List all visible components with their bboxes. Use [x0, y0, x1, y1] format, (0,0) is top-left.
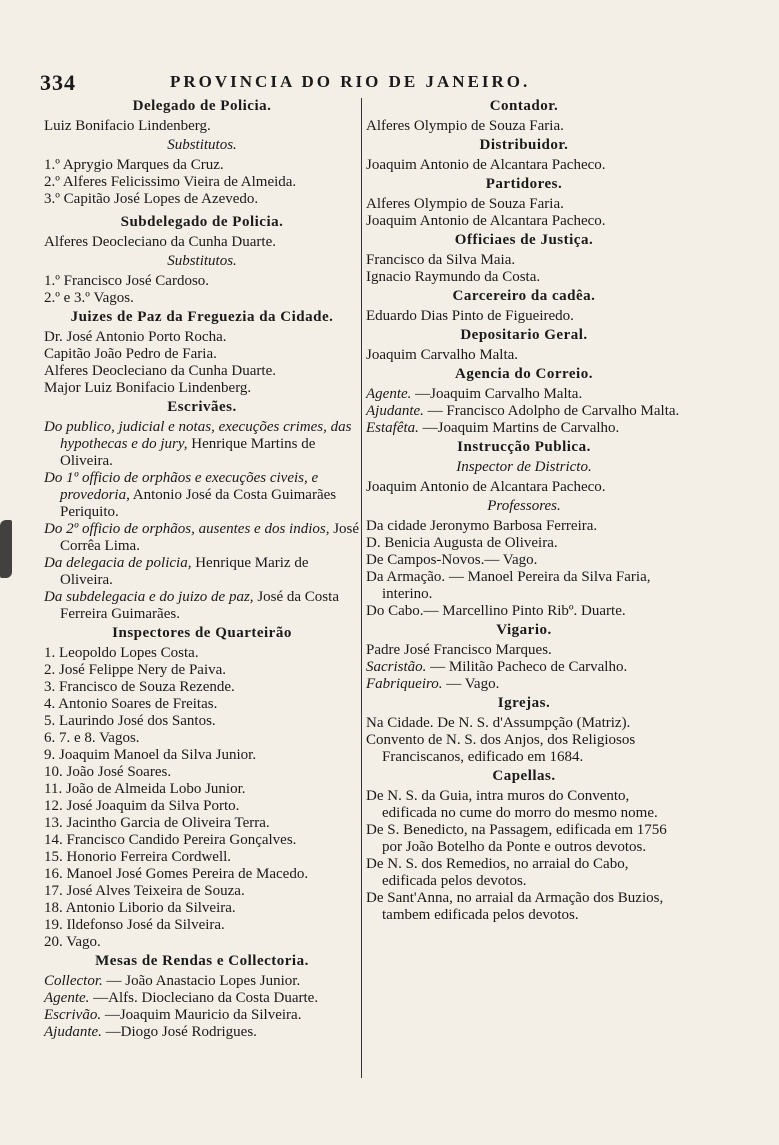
escrivao-role: Da delegacia de policia,: [44, 555, 192, 571]
section-heading: Delegado de Policia.: [132, 98, 272, 114]
mesa-role: Ajudante.: [44, 1024, 102, 1040]
escrivao-entry: [44, 555, 360, 589]
mesa-name: —Joaquim Mauricio da Silveira.: [104, 1007, 302, 1023]
juiz-name: Major Luiz Bonifacio Lindenberg.: [44, 380, 252, 396]
mesa-name: —Diogo José Rodrigues.: [105, 1024, 257, 1040]
mesa-entry: [44, 973, 360, 990]
section-heading: Instrucção Publica.: [457, 439, 591, 455]
professor-item: Da Armação. — Manoel Pereira da Silva Faria, interino.: [366, 569, 651, 602]
vigario-role: Fabriqueiro.: [366, 676, 443, 692]
inspector-item: 18. Antonio Liborio da Silveira.: [44, 900, 236, 916]
inspector-item: 15. Honorio Ferreira Cordwell.: [44, 849, 232, 865]
correio-role: Agente.: [366, 386, 412, 402]
section-heading: Vigario.: [496, 622, 552, 638]
igreja-item: Convento de N. S. dos Anjos, dos Religiosos Franciscanos, edificado em 1684.: [366, 732, 636, 765]
inspector-item: 1. Leopoldo Lopes Costa.: [44, 645, 199, 661]
escrivao-name: Antonio José da Costa Guimarães Periquito.: [60, 487, 337, 520]
professor-item: Da cidade Jeronymo Barbosa Ferreira.: [366, 518, 598, 534]
substitute: 2.º e 3.º Vagos.: [44, 290, 134, 306]
correio-entry: [366, 386, 682, 403]
mesa-name: — João Anastacio Lopes Junior.: [106, 973, 301, 989]
correio-role: Ajudante.: [366, 403, 424, 419]
inspector-item: 12. José Joaquim da Silva Porto.: [44, 798, 240, 814]
igreja-item: Na Cidade. De N. S. d'Assumpção (Matriz).: [366, 715, 631, 731]
section-heading: Capellas.: [492, 768, 556, 784]
vigario-person: — Militão Pacheco de Carvalho.: [430, 659, 628, 675]
juiz-name: Dr. José Antonio Porto Rocha.: [44, 329, 227, 345]
inspector-item: 3. Francisco de Souza Rezende.: [44, 679, 235, 695]
professor-item: Do Cabo.— Marcellino Pinto Ribº. Duarte.: [366, 603, 626, 619]
correio-name: —Joaquim Carvalho Malta.: [415, 386, 583, 402]
inspector-item: 9. Joaquim Manoel da Silva Junior.: [44, 747, 257, 763]
substitute: 2.º Alferes Felicissimo Vieira de Almeida.: [44, 174, 297, 190]
depositario-name: Joaquim Carvalho Malta.: [366, 347, 519, 363]
capella-item: De N. S. dos Remedios, no arraial do Cabo, edificada pelos devotos.: [366, 856, 629, 889]
column-divider: [361, 98, 362, 1078]
inspector-name: Joaquim Antonio de Alcantara Pacheco.: [366, 479, 606, 495]
capella-item: De S. Benedicto, na Passagem, edificada em 1756 por João Botelho da Ponte e outros devotos.: [366, 822, 667, 855]
escrivao-name: José da Costa Ferreira Guimarães.: [60, 589, 339, 622]
correio-name: — Francisco Adolpho de Carvalho Malta.: [427, 403, 680, 419]
capella-item: De N. S. da Guia, intra muros do Convento, edificada no cume do morro do mesmo nome.: [366, 788, 658, 821]
page-title: PROVINCIA DO RIO DE JANEIRO.: [170, 72, 531, 91]
section-heading: Mesas de Rendas e Collectoria.: [95, 953, 309, 969]
vigario-entry: [366, 676, 682, 693]
correio-name: —Joaquim Martins de Carvalho.: [422, 420, 620, 436]
mesa-role: Agente.: [44, 990, 90, 1006]
mesa-entry: [44, 990, 360, 1007]
subsection-heading: Substitutos.: [167, 253, 237, 269]
inspector-item: 10. João José Soares.: [44, 764, 172, 780]
carcereiro-name: Eduardo Dias Pinto de Figueiredo.: [366, 308, 574, 324]
inspector-item: 2. José Felippe Nery de Paiva.: [44, 662, 227, 678]
vigario-name: Padre José Francisco Marques.: [366, 642, 552, 658]
juiz-name: Capitão João Pedro de Faria.: [44, 346, 217, 362]
inspector-item: 14. Francisco Candido Pereira Gonçalves.: [44, 832, 297, 848]
inspector-item: 5. Laurindo José dos Santos.: [44, 713, 216, 729]
correio-role: Estafêta.: [366, 420, 419, 436]
inspector-item: 19. Ildefonso José da Silveira.: [44, 917, 225, 933]
mesa-name: —Alfs. Diocleciano da Costa Duarte.: [93, 990, 319, 1006]
section-heading: Juizes de Paz da Freguezia da Cidade.: [70, 309, 334, 325]
section-heading: Partidores.: [485, 176, 563, 192]
delegado-name: Luiz Bonifacio Lindenberg.: [44, 118, 211, 134]
mesa-role: Collector.: [44, 973, 103, 989]
correio-entry: [366, 420, 682, 437]
official-name: Francisco da Silva Maia.: [366, 252, 516, 268]
escrivao-entry: [44, 521, 360, 555]
escrivao-name: Henrique Mariz de Oliveira.: [60, 555, 309, 588]
section-heading: Distribuidor.: [479, 137, 569, 153]
section-heading: Escrivães.: [167, 399, 237, 415]
subdelegado-name: Alferes Deocleciano da Cunha Duarte.: [44, 234, 276, 250]
section-heading: Depositario Geral.: [460, 327, 588, 343]
page-number: 334: [40, 70, 76, 95]
inspector-item: 13. Jacintho Garcia de Oliveira Terra.: [44, 815, 270, 831]
right-column: [366, 96, 682, 924]
escrivao-role: Do publico, judicial e notas, execuções crimes, das hypothecas e do jury,: [44, 419, 352, 452]
ink-blot: [0, 520, 12, 578]
correio-entry: [366, 403, 682, 420]
escrivao-name: Henrique Martins de Oliveira.: [60, 436, 316, 469]
section-heading: Contador.: [489, 98, 559, 114]
partidor-name: Alferes Olympio de Souza Faria.: [366, 196, 564, 212]
subsection-heading: Inspector de Districto.: [456, 459, 592, 475]
inspector-item: 6. 7. e 8. Vagos.: [44, 730, 140, 746]
escrivao-role: Do 2º officio de orphãos, ausentes e dos indios,: [44, 521, 330, 537]
substitute: 3.º Capitão José Lopes de Azevedo.: [44, 191, 259, 207]
official-name: Ignacio Raymundo da Costa.: [366, 269, 541, 285]
substitute: 1.º Aprygio Marques da Cruz.: [44, 157, 224, 173]
escrivao-entry: [44, 470, 360, 521]
escrivao-name: José Corrêa Lima.: [60, 521, 360, 554]
inspector-item: 4. Antonio Soares de Freitas.: [44, 696, 218, 712]
mesa-role: Escrivão.: [44, 1007, 102, 1023]
subsection-heading: Substitutos.: [167, 137, 237, 153]
capella-item: De Sant'Anna, no arraial da Armação dos Buzios, tambem edificada pelos devotos.: [366, 890, 664, 923]
escrivao-role: Da subdelegacia e do juizo de paz,: [44, 589, 254, 605]
vigario-person: — Vago.: [446, 676, 500, 692]
left-column: [44, 96, 360, 1041]
section-heading: Officiaes de Justiça.: [454, 232, 594, 248]
juiz-name: Alferes Deocleciano da Cunha Duarte.: [44, 363, 276, 379]
escrivao-entry: [44, 419, 360, 470]
professor-item: De Campos-Novos.— Vago.: [366, 552, 538, 568]
inspector-item: 17. José Alves Teixeira de Souza.: [44, 883, 245, 899]
section-heading: Agencia do Correio.: [455, 366, 593, 382]
section-heading: Inspectores de Quarteirão: [112, 625, 292, 641]
escrivao-role: Do 1º officio de orphãos e execuções civeis, e provedoria,: [44, 470, 319, 503]
section-heading: Subdelegado de Policia.: [120, 214, 284, 230]
mesa-entry: [44, 1007, 360, 1024]
contador-name: Alferes Olympio de Souza Faria.: [366, 118, 564, 134]
subsection-heading: Professores.: [487, 498, 561, 514]
distribuidor-name: Joaquim Antonio de Alcantara Pacheco.: [366, 157, 606, 173]
escrivao-entry: [44, 589, 360, 623]
mesa-entry: [44, 1024, 360, 1041]
substitute: 1.º Francisco José Cardoso.: [44, 273, 210, 289]
inspector-item: 11. João de Almeida Lobo Junior.: [44, 781, 246, 797]
vigario-entry: [366, 659, 682, 676]
partidor-name: Joaquim Antonio de Alcantara Pacheco.: [366, 213, 606, 229]
vigario-role: Sacristão.: [366, 659, 427, 675]
section-heading: Igrejas.: [497, 695, 551, 711]
professor-item: D. Benicia Augusta de Oliveira.: [366, 535, 558, 551]
inspector-item: 16. Manoel José Gomes Pereira de Macedo.: [44, 866, 309, 882]
inspector-item: 20. Vago.: [44, 934, 101, 950]
section-heading: Carcereiro da cadêa.: [452, 288, 596, 304]
page-header: [40, 70, 730, 96]
